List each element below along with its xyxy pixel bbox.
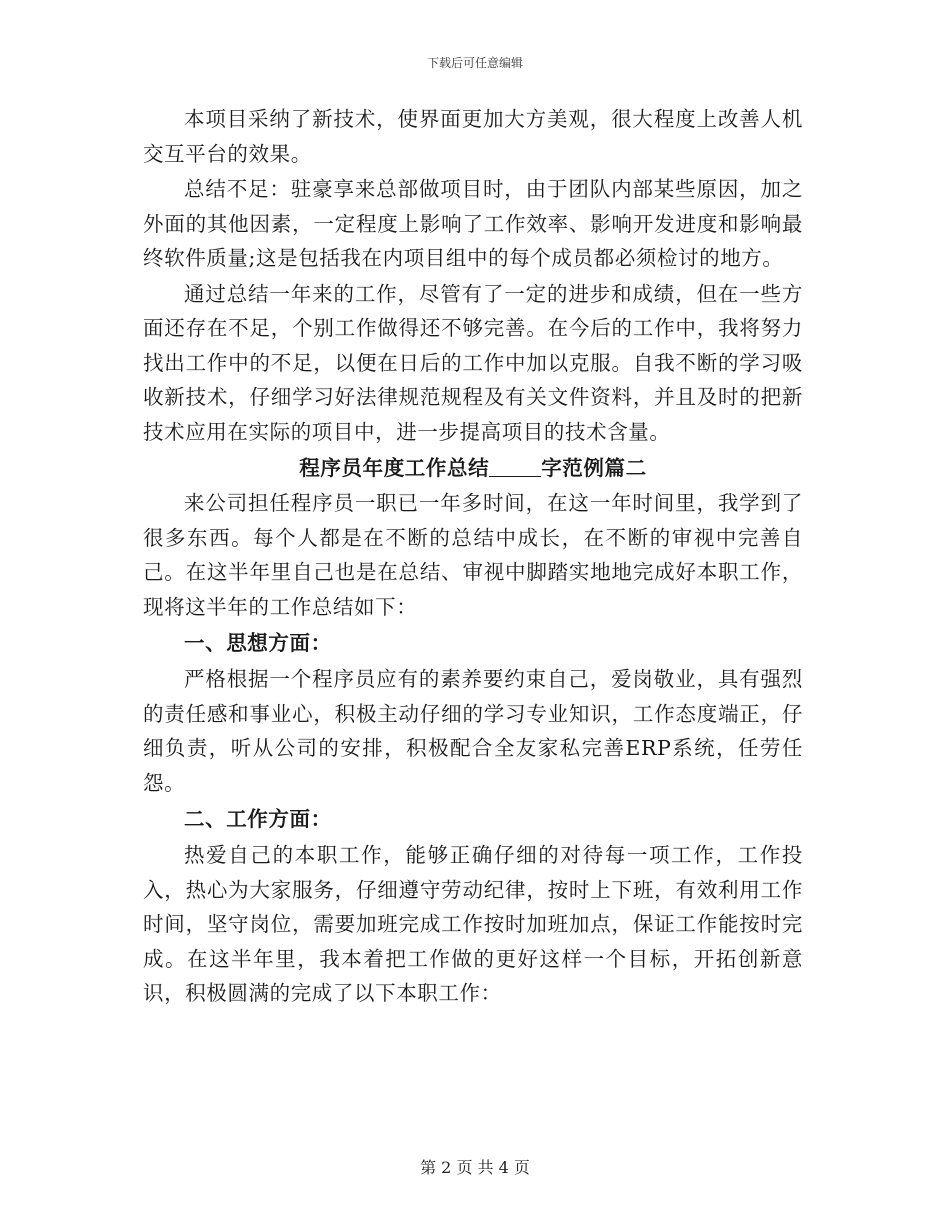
- paragraph-5: 严格根据一个程序员应有的素养要约束自己，爱岗敬业，具有强烈的责任感和事业心，积极主动仔细的学习专业知识，工作态度端正，仔细负责，听从公司的安排，积极配合全友家私完善ERP系统，任劳任怨。: [143, 667, 803, 795]
- section-title: [143, 450, 803, 486]
- paragraph-4: 来公司担任程序员一职已一年多时间，在这一年时间里，我学到了很多东西。每个人都是在不断的总结中成长，在不断的审视中完善自己。在这半年里自己也是在总结、审视中脚踏实地地完成好本职工作，现将这半年的工作总结如下：: [143, 491, 803, 619]
- section-title-prefix: 程序员年度工作总结: [299, 456, 490, 480]
- title-blank-underline: [489, 456, 541, 477]
- paragraph-1: 本项目采纳了新技术，使界面更加大方美观，很大程度上改善人机交互平台的效果。: [143, 107, 803, 166]
- page-footer: 第 2 页 共 4 页: [420, 1158, 530, 1177]
- paragraph-6: 热爱自己的本职工作，能够正确仔细的对待每一项工作，工作投入，热心为大家服务，仔细遵守劳动纪律，按时上下班，有效利用工作时间，坚守岗位，需要加班完成工作按时加班加点，保证工作能按时完成。在这半年里，我本着把工作做的更好这样一个目标，开拓创新意识，积极圆满的完成了以下本职工作：: [143, 843, 803, 1005]
- heading-work: 二、工作方面：: [184, 807, 332, 831]
- paragraph-3: 通过总结一年来的工作，尽管有了一定的进步和成绩，但在一些方面还存在不足，个别工作做得还不够完善。在今后的工作中，我将努力找出工作中的不足，以便在日后的工作中加以克服。自我不断的学习吸收新技术，仔细学习好法律规范规程及有关文件资料，并且及时的把新技术应用在实际的项目中，进一步提高项目的技术含量。: [143, 281, 803, 444]
- section-title-suffix: 字范例篇二: [541, 456, 647, 480]
- paragraph-2: 总结不足：驻豪享来总部做项目时，由于团队内部某些原因，加之外面的其他因素，一定程度上影响了工作效率、影响开发进度和影响最终软件质量;这是包括我在内项目组中的每个成员都必须检讨的地方。: [143, 177, 803, 270]
- page-header: 下载后可任意编辑: [426, 56, 523, 70]
- document-body: [143, 102, 803, 1012]
- heading-thought: 一、思想方面：: [184, 631, 332, 655]
